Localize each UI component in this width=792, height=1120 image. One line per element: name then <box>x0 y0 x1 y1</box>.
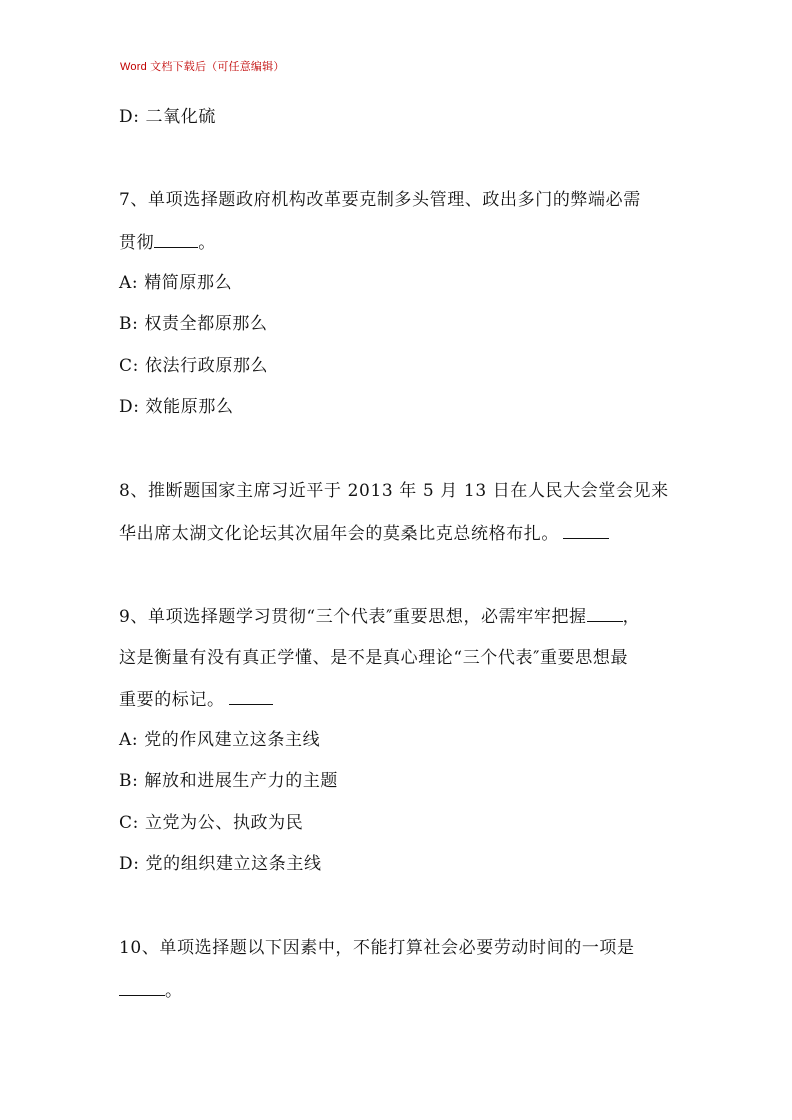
q7-option-a: A: 精简原那么 <box>119 273 233 293</box>
q7-stem-line2 <box>119 231 216 254</box>
q9-option-d: D: 党的组织建立这条主线 <box>119 854 322 874</box>
answer-blank <box>154 231 198 248</box>
q9-stem-line2: 这是衡量有没有真正学懂、是不是真心理论“三个代表″重要思想最 <box>119 648 629 668</box>
q9-stem-text-end: 重要的标记。 <box>119 690 225 710</box>
q7-option-b: B: 权责全都原那么 <box>119 314 268 334</box>
q10-stem-line2 <box>119 979 183 1002</box>
answer-blank <box>229 688 273 705</box>
answer-blank <box>563 522 609 539</box>
answer-blank <box>587 605 623 622</box>
q8-stem-text: 华出席太湖文化论坛其次届年会的莫桑比克总统格布扎。 <box>119 524 559 544</box>
q7-stem-end: 。 <box>198 233 216 253</box>
q9-option-c: C: 立党为公、执政为民 <box>119 813 304 833</box>
answer-blank <box>119 979 165 996</box>
q7-option-d: D: 效能原那么 <box>119 397 234 417</box>
q7-option-c: C: 依法行政原那么 <box>119 356 269 376</box>
q10-stem-end: 。 <box>165 981 183 1001</box>
q9-stem-line3 <box>119 688 273 711</box>
q9-option-a: A: 党的作风建立这条主线 <box>119 730 321 750</box>
q8-stem-line2 <box>119 522 609 545</box>
q7-stem-text: 贯彻 <box>119 233 155 253</box>
q8-stem-line1: 8、推断题国家主席习近平于 2013 年 5 月 13 日在人民大会堂会见来 <box>119 481 669 501</box>
q6-option-d: D: 二氧化硫 <box>119 107 216 127</box>
q7-stem-line1: 7、单项选择题政府机构改革要克制多头管理、政出多门的弊端必需 <box>119 190 641 210</box>
q10-stem-line1: 10、单项选择题以下因素中，不能打算社会必要劳动时间的一项是 <box>119 938 635 958</box>
q9-stem-line1 <box>119 605 640 628</box>
download-note: Word 文档下载后（可任意编辑） <box>120 61 285 73</box>
q9-option-b: B: 解放和进展生产力的主题 <box>119 771 339 791</box>
q9-stem-text: 9、单项选择题学习贯彻“三个代表″重要思想，必需牢牢把握 <box>119 607 587 627</box>
q9-stem-comma: ， <box>622 607 641 627</box>
